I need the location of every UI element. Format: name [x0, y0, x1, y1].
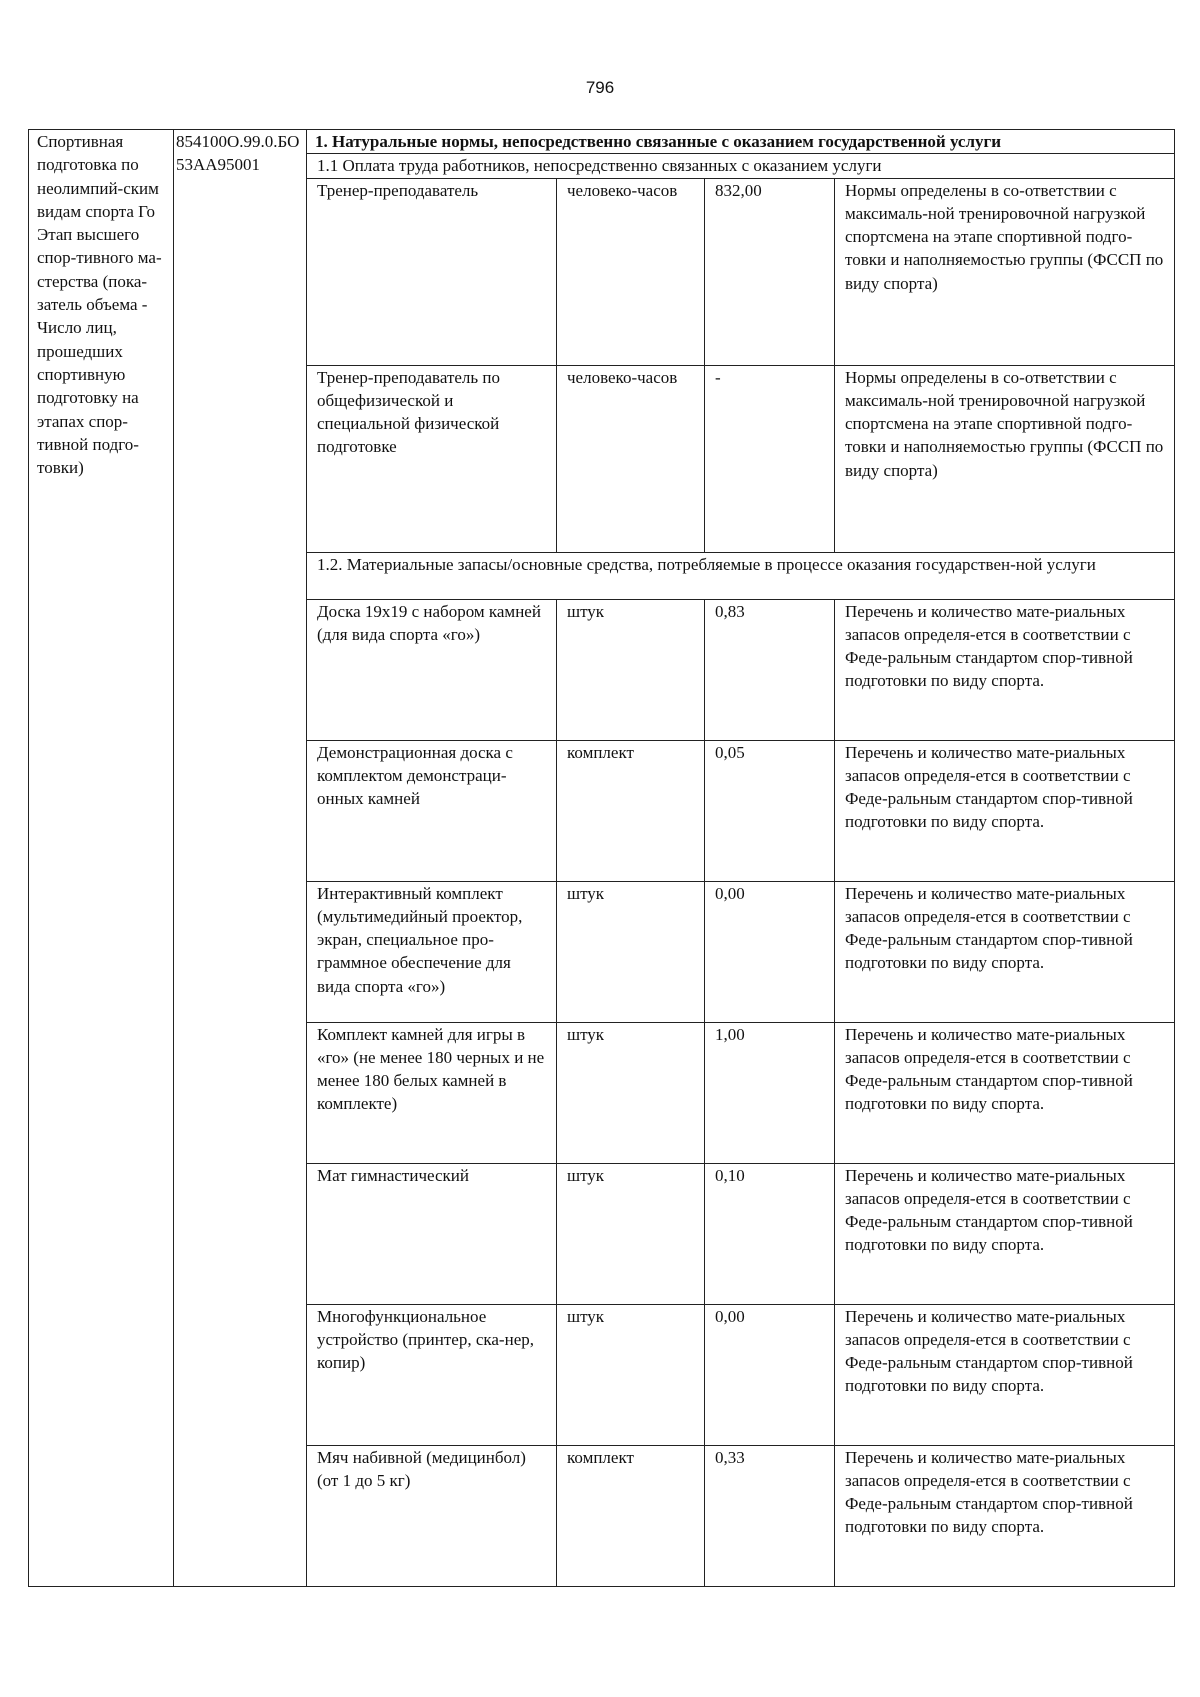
material-note: Перечень и количество мате-риальных запасов определя-ется в соответствии с Феде-ральным стандартом спор-тивной подготовки по виду спорта.: [835, 740, 1175, 881]
material-value: 0,83: [705, 599, 835, 740]
service-code-cell: [174, 130, 307, 1587]
material-note: Перечень и количество мате-риальных запасов определя-ется в соответствии с Феде-ральным стандартом спор-тивной подготовки по виду спорта.: [835, 1445, 1175, 1586]
material-value: 1,00: [705, 1022, 835, 1163]
material-name: Демонстрационная доска с комплектом демонстраци-онных камней: [307, 740, 557, 881]
material-name: Многофункциональное устройство (принтер, ска-нер, копир): [307, 1304, 557, 1445]
table-row: [29, 130, 1175, 154]
labor-note: Нормы определены в со-ответствии с максималь-ной тренировочной нагрузкой спортсмена на этапе спортивной подго-товки и наполняемостью группы (ФССП по виду спорта): [835, 178, 1175, 365]
material-name: Комплект камней для игры в «го» (не менее 180 черных и не менее 180 белых камней в комплекте): [307, 1022, 557, 1163]
section-1-title: 1. Натуральные нормы, непосредственно связанные с оказанием государственной услуги: [307, 130, 1175, 154]
labor-name: Тренер-преподаватель: [307, 178, 557, 365]
labor-value: -: [705, 365, 835, 552]
material-value: 0,10: [705, 1163, 835, 1304]
labor-unit: человеко-часов: [557, 365, 705, 552]
material-note: Перечень и количество мате-риальных запасов определя-ется в соответствии с Феде-ральным стандартом спор-тивной подготовки по виду спорта.: [835, 1304, 1175, 1445]
page-number: 796: [585, 78, 615, 97]
material-note: Перечень и количество мате-риальных запасов определя-ется в соответствии с Феде-ральным стандартом спор-тивной подготовки по виду спорта.: [835, 1163, 1175, 1304]
material-value: 0,05: [705, 740, 835, 881]
service-code: 854100О.99.0.БО53АА95001: [176, 132, 300, 175]
material-name: Мат гимнастический: [307, 1163, 557, 1304]
material-note: Перечень и количество мате-риальных запасов определя-ется в соответствии с Феде-ральным стандартом спор-тивной подготовки по виду спорта.: [835, 599, 1175, 740]
service-name: Спортивная подготовка по неолимпий-ским видам спорта Го Этап высшего спор-тивного ма-стерства (пока-затель объема - Число лиц, прошедших спортивную подготовку на этапах спор-тивной подго-товки): [37, 132, 162, 478]
material-name: Интерактивный комплект (мультимедийный проектор, экран, специальное про-граммное обеспечение для вида спорта «го»): [307, 881, 557, 1022]
labor-unit: человеко-часов: [557, 178, 705, 365]
material-note: Перечень и количество мате-риальных запасов определя-ется в соответствии с Феде-ральным стандартом спор-тивной подготовки по виду спорта.: [835, 881, 1175, 1022]
labor-value: 832,00: [705, 178, 835, 365]
material-value: 0,33: [705, 1445, 835, 1586]
section-1-1-title: 1.1 Оплата труда работников, непосредственно связанных с оказанием услуги: [307, 154, 1175, 178]
section-1-2-title: 1.2. Материальные запасы/основные средства, потребляемые в процессе оказания государствен-ной услуги: [307, 552, 1175, 599]
material-unit: штук: [557, 1022, 705, 1163]
norms-table: [28, 129, 1175, 1587]
material-unit: штук: [557, 1163, 705, 1304]
labor-note: Нормы определены в со-ответствии с максималь-ной тренировочной нагрузкой спортсмена на этапе спортивной подго-товки и наполняемостью группы (ФССП по виду спорта): [835, 365, 1175, 552]
material-value: 0,00: [705, 1304, 835, 1445]
material-unit: штук: [557, 881, 705, 1022]
material-value: 0,00: [705, 881, 835, 1022]
material-unit: штук: [557, 599, 705, 740]
material-unit: комплект: [557, 740, 705, 881]
service-name-cell: [29, 130, 174, 1587]
labor-name: Тренер-преподаватель по общефизической и специальной физической подготовке: [307, 365, 557, 552]
material-unit: штук: [557, 1304, 705, 1445]
material-name: Мяч набивной (медицинбол) (от 1 до 5 кг): [307, 1445, 557, 1586]
material-unit: комплект: [557, 1445, 705, 1586]
material-name: Доска 19х19 с набором камней (для вида спорта «го»): [307, 599, 557, 740]
material-note: Перечень и количество мате-риальных запасов определя-ется в соответствии с Феде-ральным стандартом спор-тивной подготовки по виду спорта.: [835, 1022, 1175, 1163]
